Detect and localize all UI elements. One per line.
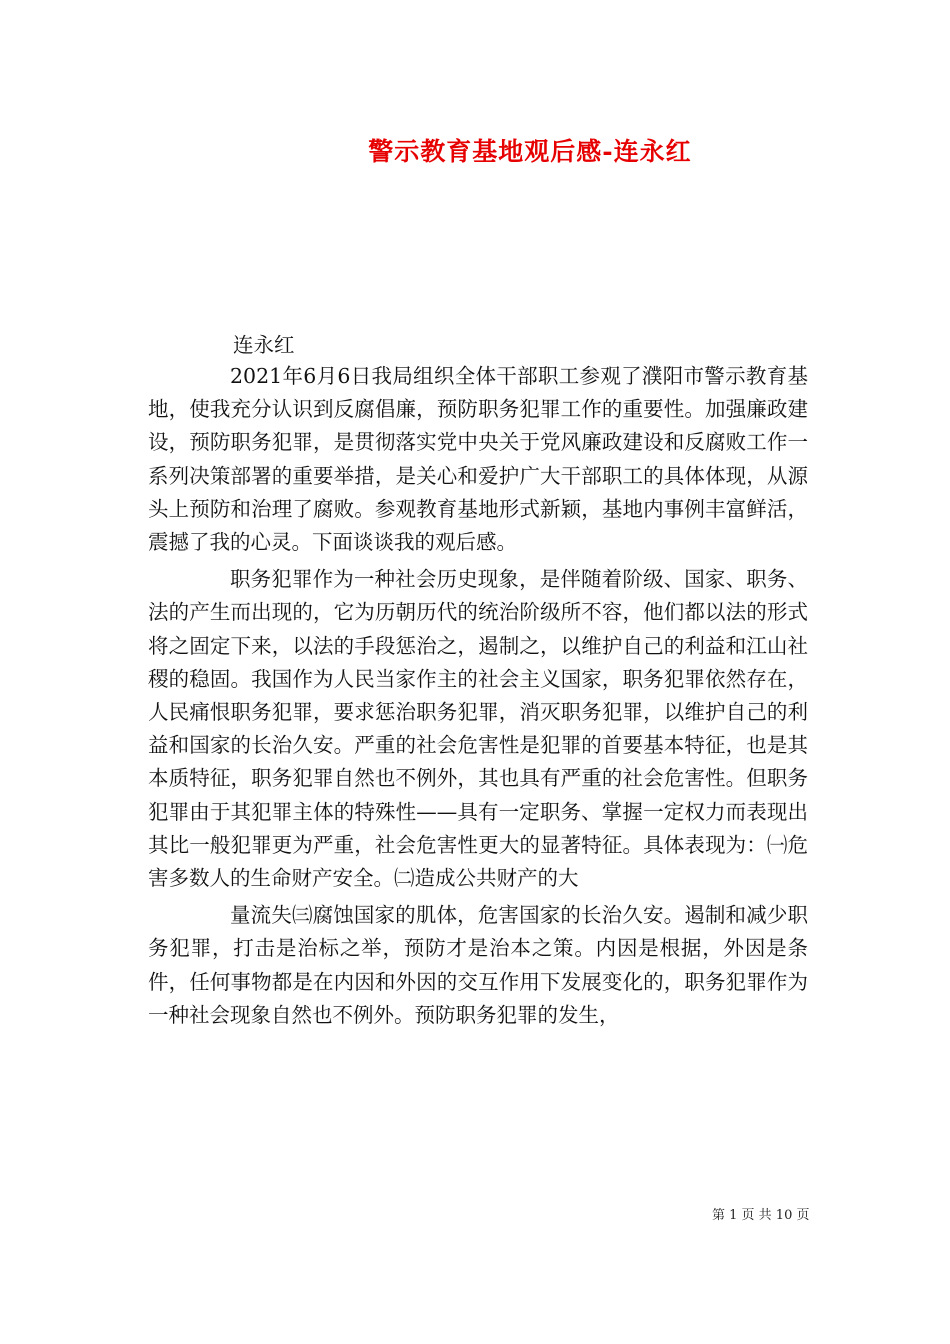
page-number: 第 1 页 共 10 页 — [712, 1208, 810, 1223]
paragraph-1: 2021年6月6日我局组织全体干部职工参观了濮阳市警示教育基地，使我充分认识到反腐倡廉，预防职务犯罪工作的重要性。加强廉政建设，预防职务犯罪，是贯彻落实党中央关于党风廉政建设和反腐败工作一系列决策部署的重要举措，是关心和爱护广大干部职工的具体体现，从源头上预防和治理了腐败。参观教育基地形式新颖，基地内事例丰富鲜活，震撼了我的心灵。下面谈谈我的观后感。 — [148, 364, 808, 555]
author-name: 连永红 — [233, 333, 295, 357]
paragraph-3: 量流失㈢腐蚀国家的肌体，危害国家的长治久安。遏制和减少职务犯罪，打击是治标之举，预防才是治本之策。内因是根据，外因是条件，任何事物都是在内因和外因的交互作用下发展变化的，职务犯罪作为一种社会现象自然也不例外。预防职务犯罪的发生， — [148, 903, 808, 1027]
document-title: 警示教育基地观后感-连永红 — [368, 137, 692, 166]
document-body — [148, 360, 808, 1036]
paragraph-2: 职务犯罪作为一种社会历史现象，是伴随着阶级、国家、职务、法的产生而出现的，它为历朝历代的统治阶级所不容，他们都以法的形式将之固定下来，以法的手段惩治之，遏制之，以维护自己的利益和江山社稷的稳固。我国作为人民当家作主的社会主义国家，职务犯罪依然存在，人民痛恨职务犯罪，要求惩治职务犯罪，消灭职务犯罪，以维护自己的利益和国家的长治久安。严重的社会危害性是犯罪的首要基本特征，也是其本质特征，职务犯罪自然也不例外，其也具有严重的社会危害性。但职务犯罪由于其犯罪主体的特殊性——具有一定职务、掌握一定权力而表现出其比一般犯罪更为严重，社会危害性更大的显著特征。具体表现为：㈠危害多数人的生命财产安全。㈡造成公共财产的大 — [148, 567, 808, 891]
